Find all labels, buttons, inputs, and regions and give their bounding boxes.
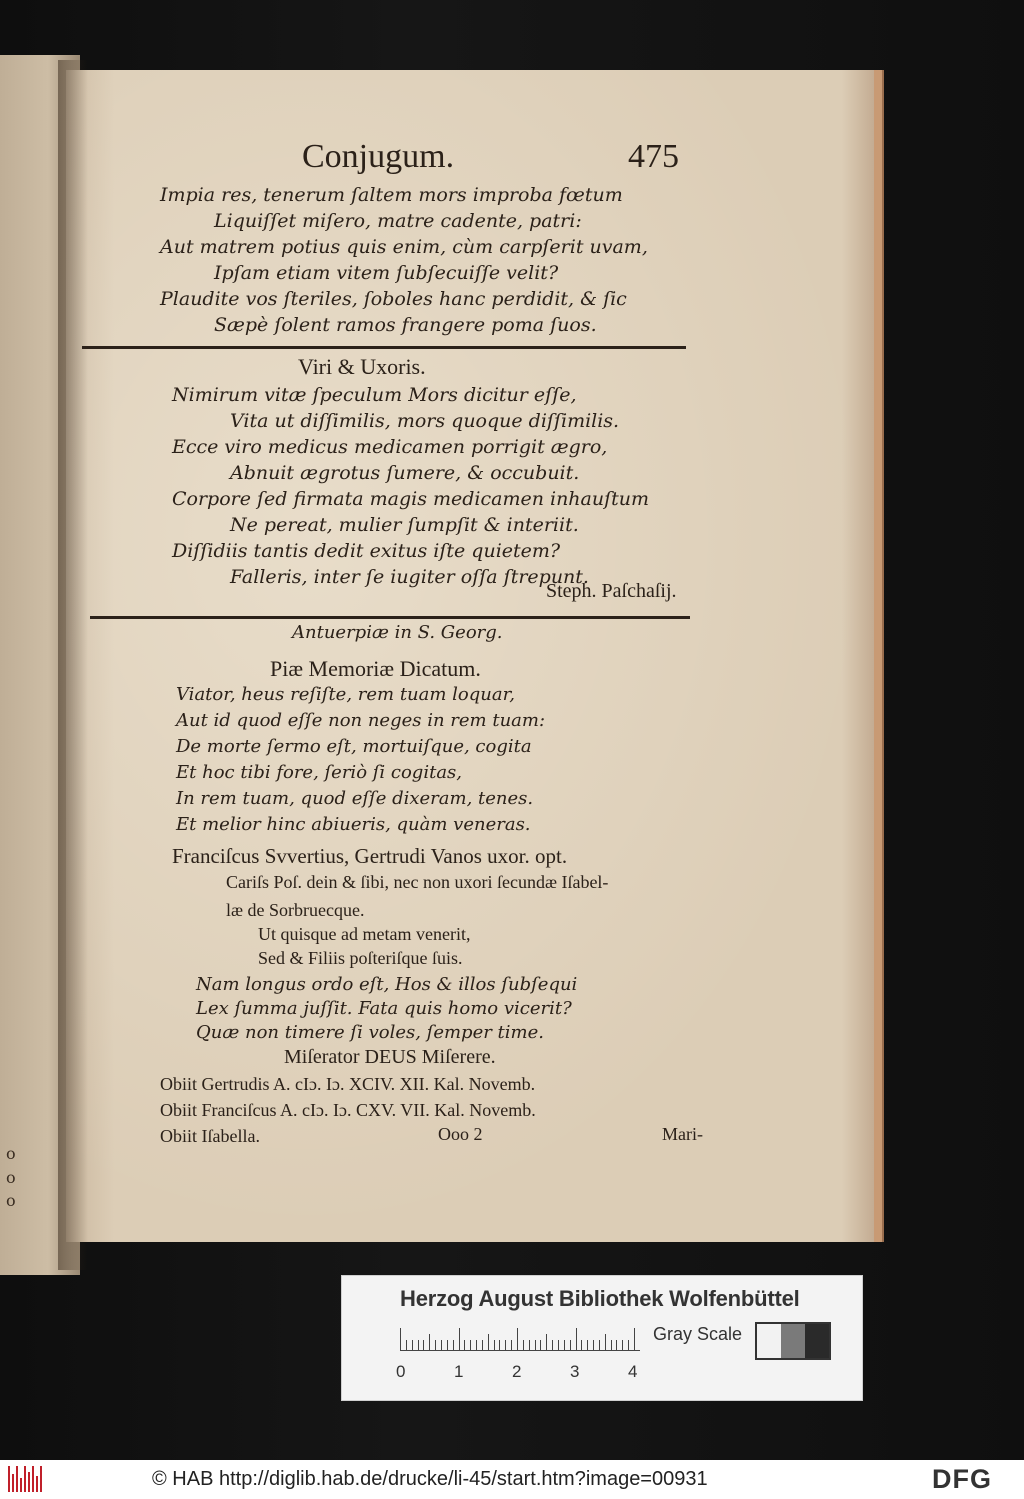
swatch-mid <box>781 1324 805 1358</box>
verse-line: De morte ſermo eſt, mortuiſque, cogita <box>176 736 532 757</box>
epitaph-name-line: Franciſcus Svvertius, Gertrudi Vanos uxor. opt. <box>172 844 568 868</box>
color-calibration-card <box>341 1275 863 1401</box>
ruler-tick <box>505 1340 506 1350</box>
verse-line: Falleris, inter ſe iugiter oſſa ſtrepunt. <box>230 566 589 588</box>
ruler-tick <box>529 1340 530 1350</box>
ruler-tick <box>488 1334 489 1350</box>
ruler-tick <box>400 1328 401 1350</box>
place-heading: Antuerpiæ in S. Georg. <box>292 622 503 643</box>
obit-line: Obiit Iſabella. <box>160 1126 260 1146</box>
ruler-tick <box>412 1340 413 1350</box>
ruler-tick <box>476 1340 477 1350</box>
ruler-tick <box>552 1340 553 1350</box>
dfg-logo: DFG <box>932 1464 992 1494</box>
ruler-number: 2 <box>512 1362 522 1381</box>
verse-line: Sæpè ſolent ramos frangere poma ſuos. <box>214 314 597 336</box>
catchword: Mari- <box>662 1124 703 1144</box>
hab-logo-icon <box>8 1466 42 1492</box>
ruler-tick <box>482 1340 483 1350</box>
gray-scale-label: Gray Scale <box>653 1324 743 1344</box>
previous-page-fragment: o <box>6 1144 16 1163</box>
ruler-tick <box>622 1340 623 1350</box>
ruler-number: 4 <box>628 1362 638 1381</box>
ruler-tick <box>593 1340 594 1350</box>
verse-line: Nimirum vitæ ſpeculum Mors dicitur eſſe, <box>172 384 577 406</box>
verse-line: Et hoc tibi fore, ſeriò ſi cogitas, <box>176 762 463 783</box>
copyright-link[interactable]: © HAB http://diglib.hab.de/drucke/li-45/start.htm?image=00931 <box>152 1468 708 1490</box>
ruler-tick <box>581 1340 582 1350</box>
verse-line: Corpore ſed firmata magis medicamen inhauſtum <box>172 488 650 510</box>
library-name: Herzog August Bibliothek Wolfenbüttel <box>400 1286 800 1311</box>
ruler-tick <box>511 1340 512 1350</box>
ruler-tick <box>435 1340 436 1350</box>
ruler-tick <box>470 1340 471 1350</box>
ruler-tick <box>546 1334 547 1350</box>
motto-line: Lex ſumma juſſit. Fata quis homo vicerit? <box>196 998 572 1019</box>
dedication-line: læ de Sorbruecque. <box>226 900 365 920</box>
author-attribution: Steph. Paſchaſij. <box>546 580 677 602</box>
ruler-tick <box>599 1340 600 1350</box>
swatch-dark <box>805 1324 829 1358</box>
ruler-tick <box>523 1340 524 1350</box>
ruler-tick <box>494 1340 495 1350</box>
verse-line: Ne pereat, mulier ſumpſit & interiit. <box>230 514 579 536</box>
ruler-tick <box>406 1340 407 1350</box>
verse-line: Diſſidiis tantis dedit exitus iſte quietem? <box>172 540 561 562</box>
ruler-tick <box>429 1334 430 1350</box>
previous-page-fragment: o <box>6 1191 16 1210</box>
ruler-tick <box>611 1340 612 1350</box>
ruler-tick <box>453 1340 454 1350</box>
ruler-tick <box>423 1340 424 1350</box>
ruler-tick <box>628 1340 629 1350</box>
ruler-tick <box>558 1340 559 1350</box>
gray-scale-swatches <box>755 1322 831 1360</box>
obit-line: Obiit Gertrudis A. cIɔ. Iɔ. XCIV. XII. Kal. Novemb. <box>160 1074 536 1094</box>
verse-line: Ipſam etiam vitem ſubſecuiſſe velit? <box>214 262 559 284</box>
verse-line: Viator, heus reſiſte, rem tuam loquar, <box>176 684 515 705</box>
dedication-line: Ut quisque ad metam venerit, <box>258 924 471 944</box>
ruler-number: 0 <box>396 1362 406 1381</box>
verse-line: Aut id quod eſſe non neges in rem tuam: <box>176 710 546 731</box>
divider-rule <box>82 346 686 349</box>
verse-line: Aut matrem potius quis enim, cùm carpſerit uvam, <box>160 236 648 258</box>
verse-line: Et melior hinc abiueris, quàm veneras. <box>176 814 531 835</box>
page-gutter-shadow <box>58 60 88 1270</box>
viewer-footer <box>0 1460 1024 1499</box>
ruler-tick <box>441 1340 442 1350</box>
ruler-tick <box>540 1340 541 1350</box>
signature-mark: Ooo 2 <box>438 1124 483 1144</box>
obit-line: Obiit Franciſcus A. cIɔ. Iɔ. CXV. VII. Kal. Novemb. <box>160 1100 536 1120</box>
divider-rule <box>90 616 690 619</box>
section-title: Viri & Uxoris. <box>298 354 426 379</box>
ruler-tick <box>459 1328 460 1350</box>
ruler-tick <box>576 1328 577 1350</box>
ruler-tick <box>634 1328 635 1350</box>
ruler-tick <box>418 1340 419 1350</box>
dedication-line: Cariſs Poſ. dein & ſibi, nec non uxori ſecundæ Iſabel- <box>226 872 609 892</box>
ruler-tick <box>587 1340 588 1350</box>
ruler-tick <box>564 1340 565 1350</box>
verse-line: Abnuit ægrotus ſumere, & occubuit. <box>230 462 580 484</box>
motto-line: Quæ non timere ſi voles, ſemper time. <box>196 1022 544 1043</box>
verse-line: Liquiſſet miſero, matre cadente, patri: <box>214 210 582 232</box>
ruler-number: 1 <box>454 1362 464 1381</box>
verse-line: Ecce viro medicus medicamen porrigit ægro, <box>172 436 608 458</box>
ruler-tick <box>464 1340 465 1350</box>
page-number: 475 <box>628 138 679 175</box>
verse-line: In rem tuam, quod eſſe dixeram, tenes. <box>176 788 534 809</box>
verse-line: Vita ut diſſimilis, mors quoque diſſimilis. <box>230 410 620 432</box>
book-page <box>66 70 882 1242</box>
ruler-tick <box>447 1340 448 1350</box>
verse-line: Impia res, tenerum ſaltem mors improba fœtum <box>160 184 623 206</box>
motto-line: Nam longus ordo eſt, Hos & illos ſubſequi <box>196 974 578 995</box>
ruler-number: 3 <box>570 1362 580 1381</box>
ruler-tick <box>616 1340 617 1350</box>
swatch-light <box>757 1324 781 1358</box>
running-head: Conjugum. <box>302 138 455 175</box>
ruler-tick <box>535 1340 536 1350</box>
ruler-tick <box>499 1340 500 1350</box>
invocation: Miſerator DEUS Miſerere. <box>284 1046 496 1068</box>
section-title: Piæ Memoriæ Dicatum. <box>270 656 481 681</box>
dedication-line: Sed & Filiis poſteriſque ſuis. <box>258 948 463 968</box>
scale-ruler <box>400 1328 640 1351</box>
ruler-tick <box>570 1340 571 1350</box>
previous-page-fragment: o <box>6 1168 16 1187</box>
ruler-tick <box>605 1334 606 1350</box>
verse-line: Plaudite vos ſteriles, ſoboles hanc perdidit, & ſic <box>160 288 627 310</box>
ruler-tick <box>517 1328 518 1350</box>
